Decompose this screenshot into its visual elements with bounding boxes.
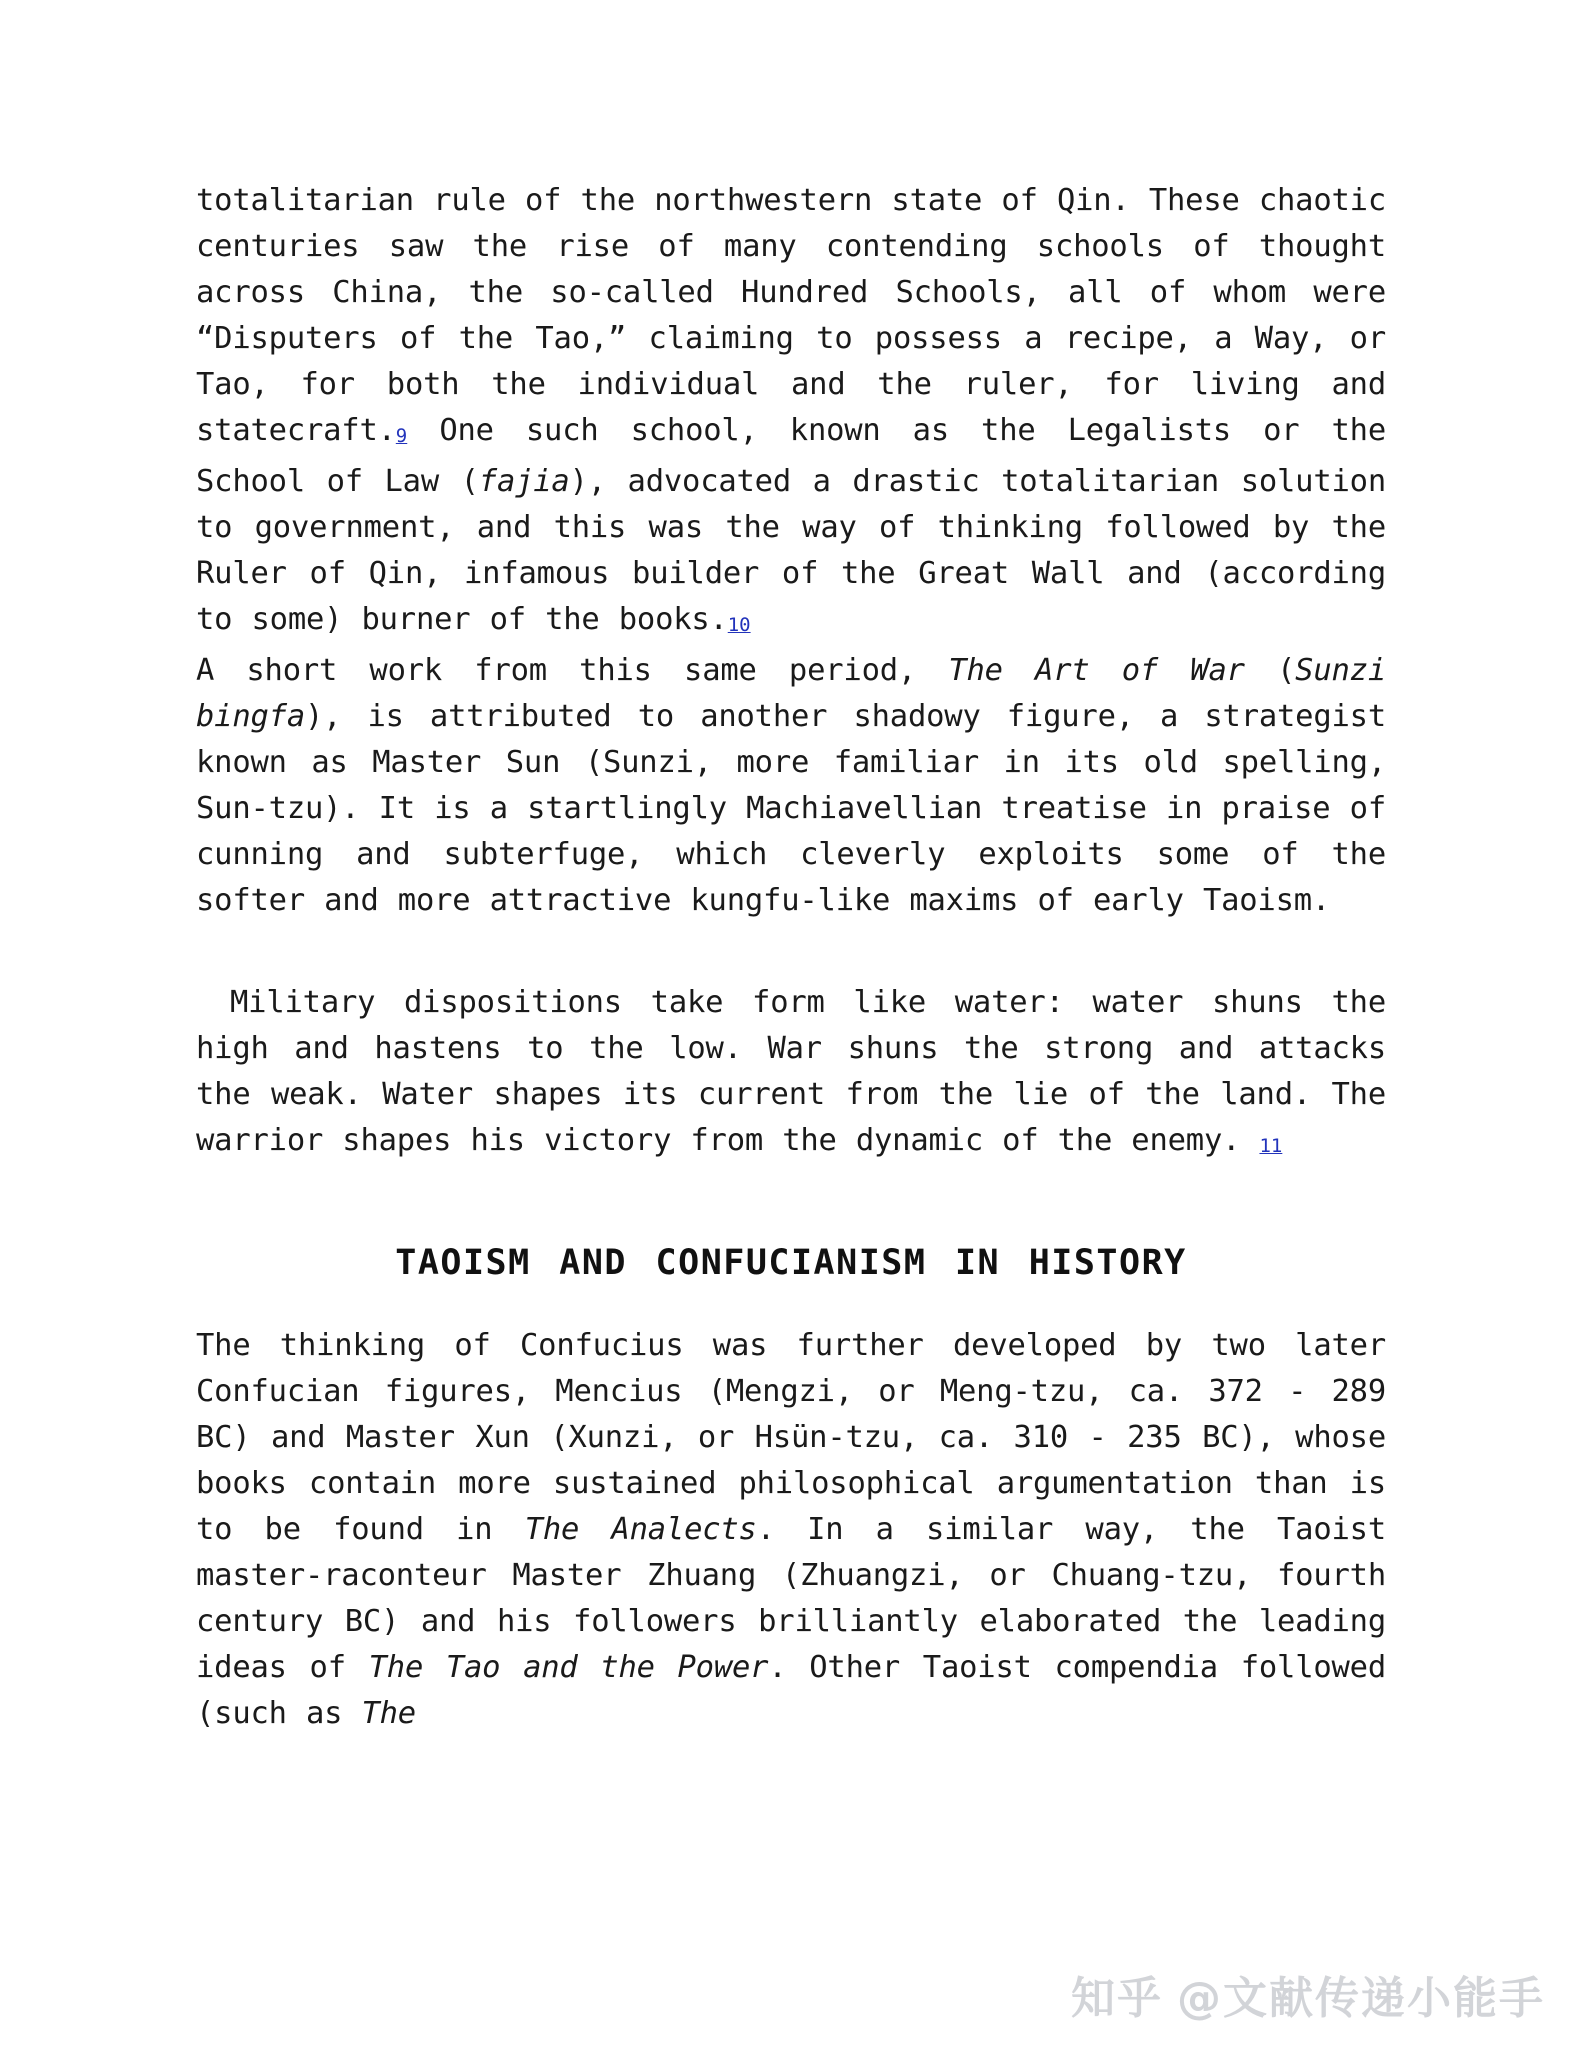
italic-term-fajia: fajia: [478, 464, 570, 499]
watermark-handle: @文献传递小能手: [1177, 1973, 1545, 2024]
paragraph-text-run: (: [1244, 653, 1296, 688]
paragraph-text-run: . Other Taoist compendia followed (such as: [196, 1650, 1387, 1731]
paragraph-text-run: totalitarian rule of the northwestern state of Qin. These chaotic centuries saw the rise of many contending schools of thought across China, the so-called Hundred Schools, all of whom were: [196, 183, 1386, 310]
paragraph-art-of-war: [196, 648, 1386, 924]
italic-title-the-partial: The: [361, 1696, 416, 1731]
paragraph-text-run: claiming to possess a recipe, a Way, or Tao, for both the individual and the ruler, for living and statecraft.: [196, 321, 1386, 448]
italic-title-art-of-war: The Art of War: [948, 653, 1245, 688]
paragraph-text-run: A short work from this same period,: [196, 653, 949, 688]
section-heading-taoism-confucianism: TAOISM AND CONFUCIANISM IN HISTORY: [395, 1243, 1187, 1283]
footnote-link-9[interactable]: 9: [395, 425, 408, 447]
heading-gap-bottom: [196, 1283, 1386, 1323]
italic-title-tao-and-power: The Tao and the Power: [368, 1650, 769, 1685]
quoted-phrase: “Disputers of the Tao,”: [196, 321, 627, 356]
watermark-brand: 知乎: [1071, 1973, 1163, 2024]
blockquote-text: Military dispositions take form like water: water shuns the high and hastens to the low. War shuns the strong and attacks the weak. Water shapes its current from the lie of the land. The warrior shapes his victory from the dynamic of the enemy.: [196, 985, 1386, 1158]
page-content: [196, 178, 1386, 1737]
paragraph-text-run: . In a similar way, the Taoist master-raconteur Master Zhuang (Zhuangzi, or Chuang-tzu, fourth century BC) and his followers brilliantly elaborated the leading ideas of: [196, 1512, 1386, 1685]
italic-title-sunzi-bingfa: Sunzi bingfa: [196, 653, 1386, 734]
watermark: [1071, 1962, 1545, 2026]
paragraph-confucian-figures: [196, 1323, 1386, 1737]
paragraph-text-run: ), advocated a drastic totalitarian solution to government, and this was the way of thinking followed by the Ruler of Qin, infamous builder of the Great Wall and (according to some) burner of the books.: [196, 464, 1386, 637]
heading-gap-top: [196, 1169, 1386, 1243]
footnote-link-10[interactable]: 10: [727, 614, 751, 636]
paragraph-gap: [196, 924, 1386, 980]
italic-title-the-analects: The Analects: [524, 1512, 757, 1547]
paragraph-text-run: The thinking of Confucius was further developed by two later Confucian figures, Mencius (Mengzi, or Meng-tzu, ca. 372 - 289 BC) and Master Xun (Xunzi, or Hsün-tzu, ca. 310 - 235 BC), whose books contain more sustained philosophical argumentation than is to be found in: [196, 1328, 1386, 1547]
paragraph-text-run: ), is attributed to another shadowy figure, a strategist known as Master Sun (Sunzi, more familiar in its old spelling, Sun-tzu). It is a startlingly Machiavellian treatise in praise of cunning and subterfuge, which cleverly exploits some of the softer and more attractive kungfu-like maxims of early Taoism.: [196, 699, 1386, 918]
footnote-link-11[interactable]: 11: [1259, 1135, 1283, 1157]
blockquote-military-dispositions: [196, 980, 1386, 1169]
paragraph-text-run: One such school, known as the Legalists or the School of Law (: [196, 413, 1386, 499]
paragraph-qin-legalists: [196, 178, 1386, 648]
